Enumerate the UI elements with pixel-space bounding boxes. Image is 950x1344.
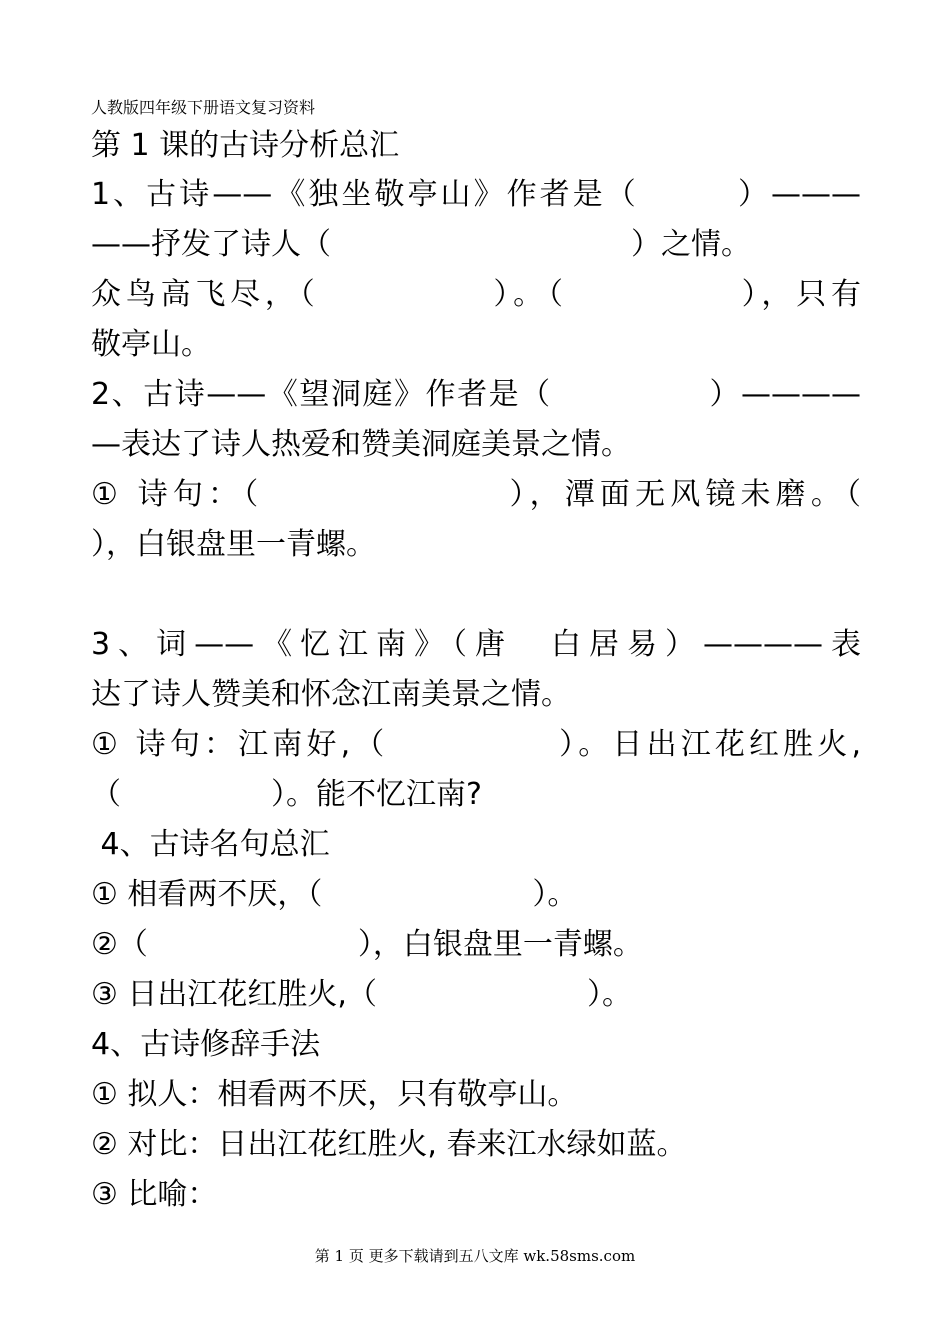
- rhetoric-heading: 4、古诗修辞手法: [91, 1027, 321, 1062]
- q3-line-1: 3、词——《忆江南》（唐 白居易）————表: [91, 627, 861, 662]
- rhetoric-line-1: ① 拟人：相看两不厌，只有敬亭山。: [91, 1077, 578, 1112]
- q1-line-1: 1、古诗——《独坐敬亭山》作者是（ ）———: [91, 177, 861, 212]
- document-subtitle: 人教版四年级下册语文复习资料: [91, 98, 316, 117]
- q3-line-2: 达了诗人赞美和怀念江南美景之情。: [91, 677, 571, 712]
- q2-line-4: ），白银盘里一青螺。: [91, 527, 376, 562]
- q2-line-1: 2、古诗——《望洞庭》作者是（ ）————: [91, 377, 861, 412]
- q3-line-3: ① 诗句：江南好,（ ）。日出江花红胜火,: [91, 727, 861, 762]
- q1-line-2: ——抒发了诗人（ ）之情。: [91, 227, 751, 262]
- q3-line-4: （ ）。能不忆江南?: [91, 777, 482, 812]
- rhetoric-line-2: ② 对比：日出江花红胜火, 春来江水绿如蓝。: [91, 1127, 687, 1162]
- rhetoric-line-3: ③ 比喻：: [91, 1177, 218, 1212]
- famous-line-2: ②（ ），白银盘里一青螺。: [91, 927, 643, 962]
- q2-line-3: ① 诗句：（ ），潭面无风镜未磨。（: [91, 477, 861, 512]
- q1-line-3: 众鸟高飞尽，（ ）。（ ），只有: [91, 277, 861, 312]
- famous-line-1: ① 相看两不厌，（ ）。: [91, 877, 578, 912]
- famous-lines-heading: 4、古诗名句总汇: [91, 827, 330, 862]
- famous-line-3: ③ 日出江花红胜火,（ ）。: [91, 977, 632, 1012]
- blank-line: [91, 570, 861, 620]
- page-footer: 第 1 页 更多下载请到五八文库 wk.58sms.com: [314, 1247, 636, 1265]
- document-body: [91, 170, 861, 1220]
- q1-line-4: 敬亭山。: [91, 327, 211, 362]
- lesson-title: 第 1 课的古诗分析总汇: [91, 128, 400, 163]
- q2-line-2: —表达了诗人热爱和赞美洞庭美景之情。: [91, 427, 631, 462]
